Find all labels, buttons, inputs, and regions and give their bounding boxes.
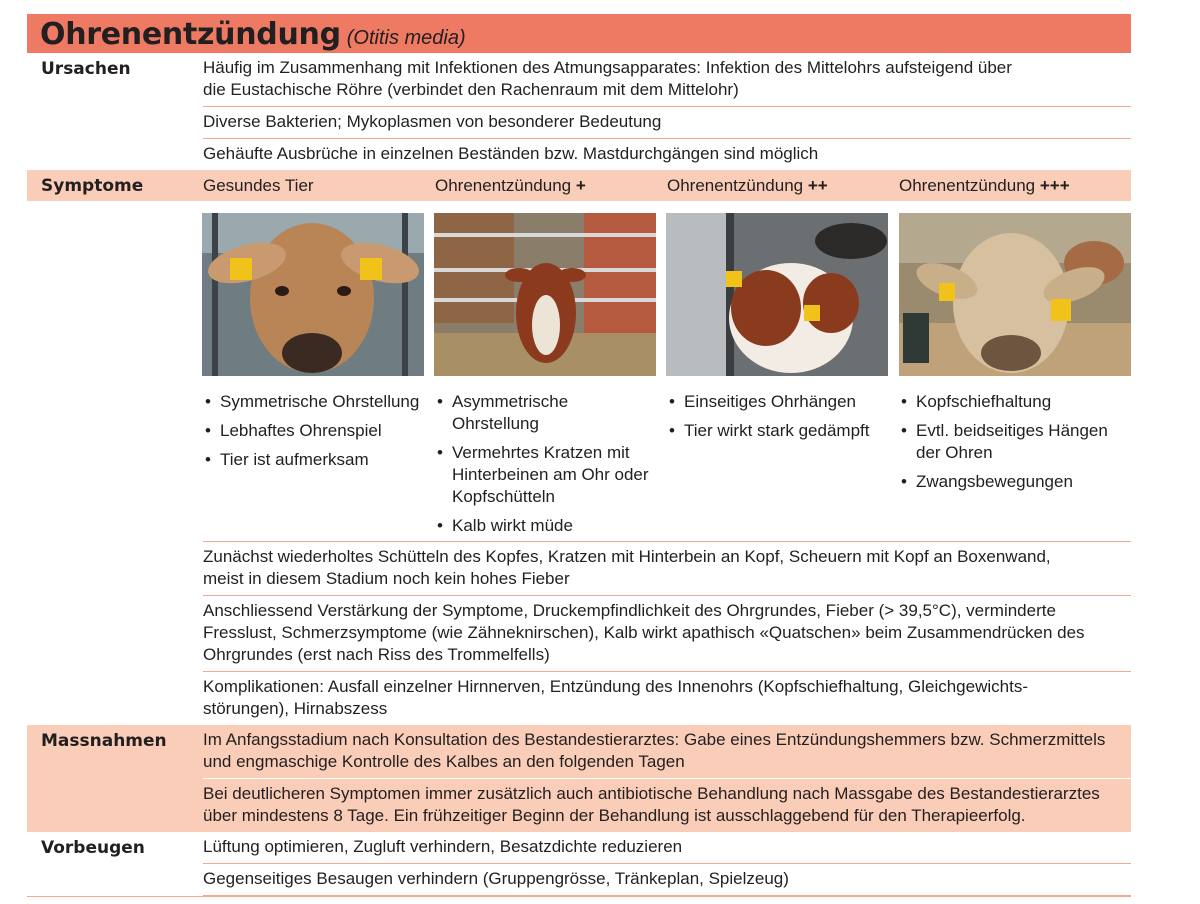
section-label-ursachen: Ursachen xyxy=(41,59,131,79)
photo-calf-grade-3 xyxy=(899,213,1131,376)
section-vorbeugen xyxy=(27,832,1131,896)
column-heading-grade-3: Ohrenentzündung +++ xyxy=(899,176,1070,195)
bottom-rule xyxy=(27,896,1131,897)
symptome-row: Zunächst wiederholtes Schütteln des Kopfes, Kratzen mit Hinterbein an Kopf, Scheuern mit Kopf an Boxenwand, meist in diesem Stadium noch kein hohes Fieber xyxy=(203,542,1131,596)
list-item: • Einseitiges Ohrhängen xyxy=(667,391,889,413)
column-heading-grade-2: Ohrenentzündung ++ xyxy=(667,176,828,195)
ursachen-row: Gehäufte Ausbrüche in einzelnen Beständen bzw. Mastdurchgängen sind möglich xyxy=(203,144,819,163)
vorbeugen-row: Lüftung optimieren, Zugluft verhindern, Besatzdichte reduzieren xyxy=(203,832,1131,864)
photo-calf-grade-1 xyxy=(434,213,656,376)
ursachen-row: Diverse Bakterien; Mykoplasmen von besonderer Bedeutung xyxy=(203,107,1131,139)
info-sheet xyxy=(27,14,1131,897)
massnahmen-row: Im Anfangsstadium nach Konsultation des Bestandestierarztes: Gabe eines Entzündungshemmers bzw. Schmerzmittels und engmaschige Kontrolle des Kalbes an den folgenden Tagen xyxy=(203,725,1131,779)
vorbeugen-row: Gegenseitiges Besaugen verhindern (Gruppengrösse, Tränkeplan, Spielzeug) xyxy=(203,864,1131,896)
bullet-list-grade-1 xyxy=(435,391,649,544)
bullet-list-healthy xyxy=(203,391,425,478)
photo-calf-grade-2 xyxy=(666,213,888,376)
symptome-header xyxy=(27,170,1131,201)
section-label-vorbeugen: Vorbeugen xyxy=(41,838,145,858)
bullet-list-grade-2 xyxy=(667,391,889,449)
list-item: • Evtl. beidseitiges Hängen der Ohren xyxy=(899,420,1116,464)
symptom-bullets xyxy=(27,391,1131,541)
list-item: • Kalb wirkt müde xyxy=(435,515,645,537)
title-bar xyxy=(27,14,1131,53)
list-item: • Zwangsbewegungen xyxy=(899,471,1129,493)
column-heading-grade-1: Ohrenentzündung + xyxy=(435,176,586,195)
list-item: • Tier ist aufmerksam xyxy=(203,449,425,471)
ursachen-row: Häufig im Zusammenhang mit Infektionen des Atmungsapparates: Infektion des Mittelohrs aufsteigend über die Eustachische Röhre (verbindet den Rachenraum mit dem Mittelohr) xyxy=(203,53,1131,107)
section-label-massnahmen: Massnahmen xyxy=(41,731,167,751)
symptome-row: Anschliessend Verstärkung der Symptome, Druckempfindlichkeit des Ohrgrundes, Fieber (> 39,5°C), verminderte Fresslust, Schmerzsymptome (wie Zähneknirschen), Kalb wirkt apathisch «Quatschen» beim Zusammendrücken des Ohrgrundes (erst nach Riss des Trommelfells) xyxy=(203,596,1131,672)
section-label-symptome: Symptome xyxy=(41,176,144,196)
symptome-row: Komplikationen: Ausfall einzelner Hirnnerven, Entzündung des Innenohrs (Kopfschiefhaltung, Gleichgewichts-störungen), Hirnabszess xyxy=(203,677,1028,718)
page-subtitle: (Otitis media) xyxy=(346,27,466,49)
symptom-details xyxy=(203,541,1131,725)
list-item: • Symmetrische Ohrstellung xyxy=(203,391,425,413)
section-massnahmen xyxy=(27,725,1131,832)
page-title: Ohrenentzündung xyxy=(40,17,341,52)
section-symptome xyxy=(27,170,1131,725)
list-item: • Vermehrtes Kratzen mit Hinterbeinen am Ohr oder Kopfschütteln xyxy=(435,442,652,508)
bullet-list-grade-3 xyxy=(899,391,1129,500)
list-item: • Kopfschiefhaltung xyxy=(899,391,1129,413)
section-ursachen xyxy=(27,53,1131,170)
photo-row xyxy=(27,201,1131,391)
massnahmen-row: Bei deutlicheren Symptomen immer zusätzlich auch antibiotische Behandlung nach Massgabe des Bestandestierarztes über mindestens 8 Tage. Ein frühzeitiger Beginn der Behandlung ist ausschlaggebend für den Therapieerfolg. xyxy=(203,784,1100,825)
list-item: • Tier wirkt stark gedämpft xyxy=(667,420,889,442)
column-heading-healthy: Gesundes Tier xyxy=(203,176,314,195)
list-item: • Lebhaftes Ohrenspiel xyxy=(203,420,425,442)
photo-healthy-calf xyxy=(202,213,424,376)
list-item: • Asymmetrische Ohrstellung xyxy=(435,391,572,435)
